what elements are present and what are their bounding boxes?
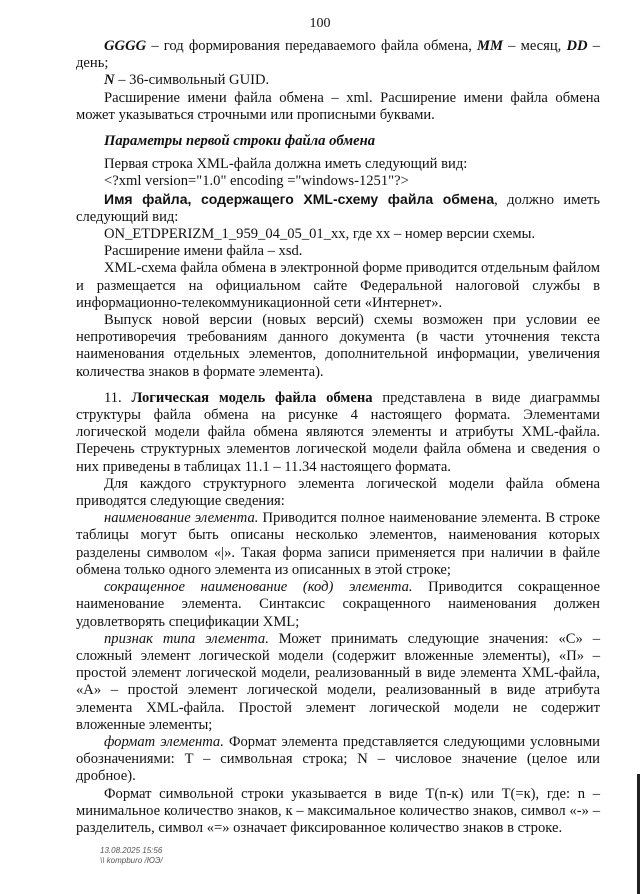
paragraph-string-format: Формат символьной строки указывается в виде T(n-к) или T(=к), где: n – минимальное количество знаков, к – максимальное количество знаков, символ «-» – разделитель, символ «=» означает фиксированное количество знаков в строке. [76,785,600,836]
paragraph-schema-name: Имя файла, содержащего XML-схему файла обмена, должно иметь следующий вид: [76,190,600,225]
print-stamp [100,846,163,866]
paragraph-guid: N – 36-символьный GUID. [104,72,270,89]
document-body [76,38,600,837]
paragraph-element-name: наименование элемента. Приводится полное наименование элемента. В строке таблицы могут быть описаны несколько элементов, наименования которых разделены символом «|». Такая форма записи применяется при наличии в файле обмена только одного элемента из описанных в этой строке; [76,510,600,578]
section-heading: Параметры первой строки файла обмена [104,133,376,150]
page-number: 100 [309,16,331,31]
paragraph-new-version: Выпуск новой версии (новых версий) схемы возможен при условии ее непротиворечия требованиям данного документа (в части уточнения текста наименования отдельных элементов, дополнительной информации, увеличения количества знаков в формате элемента). [76,312,600,380]
paragraph-element-format: формат элемента. Формат элемента представляется следующими условными обозначениями: T – символьная строка; N – числовое значение (целое или дробное). [76,733,600,785]
paragraph-first-line: Первая строка XML-файла должна иметь следующий вид: [104,156,468,173]
print-timestamp: 13.08.2025 15:56 [100,846,163,855]
paragraph-schema-publication: XML-схема файла обмена в электронной форме приводится отдельным файлом и размещается на официальном сайте Федеральной налоговой службы в информационно-телекоммуникационной сети «Интернет». [76,260,600,311]
schema-filename: ON_ETDPERIZM_1_959_04_05_01_xx, где хх – номер версии схемы. [104,226,536,243]
schema-extension: Расширение имени файла – xsd. [104,243,303,260]
paragraph-date-format: GGGG – год формирования передаваемого файла обмена, MM – месяц, DD – день; [76,38,601,72]
xml-declaration: <?xml version="1.0" encoding ="windows-1251"?> [104,173,409,190]
paragraph-element-type: признак типа элемента. Может принимать следующие значения: «С» – сложный элемент логической модели (содержит вложенные элементы), «П» – простой элемент логической модели, реализованный в виде элемента XML-файла, «А» – простой элемент логической модели, реализованный в виде атрибута элемента XML-файла. Простой элемент логической модели не содержит вложенные элементы; [76,630,600,733]
paragraph-logical-model: 11. Логическая модель файла обмена представлена в виде диаграммы структуры файла обмена на рисунке 4 настоящего формата. Элементами логической модели файла обмена являются элементы и атрибуты XML-файла. Перечень структурных элементов логической модели файла обмена и сведения о них приведены в таблицах 11.1 – 11.34 настоящего формата. [76,389,600,475]
paragraph-element-code: сокращенное наименование (код) элемента. Приводится сокращенное наименование элемента. Синтаксис сокращенного наименования должен удовлетворять спецификации XML; [76,579,600,630]
paragraph-extension: Расширение имени файла обмена – xml. Расширение имени файла обмена может указываться строчными или прописными буквами. [76,89,600,123]
paragraph-element-info: Для каждого структурного элемента логической модели файла обмена приводятся следующие сведения: [76,475,600,510]
print-source: \\ kompburo /ЮЭ/ [100,856,163,865]
